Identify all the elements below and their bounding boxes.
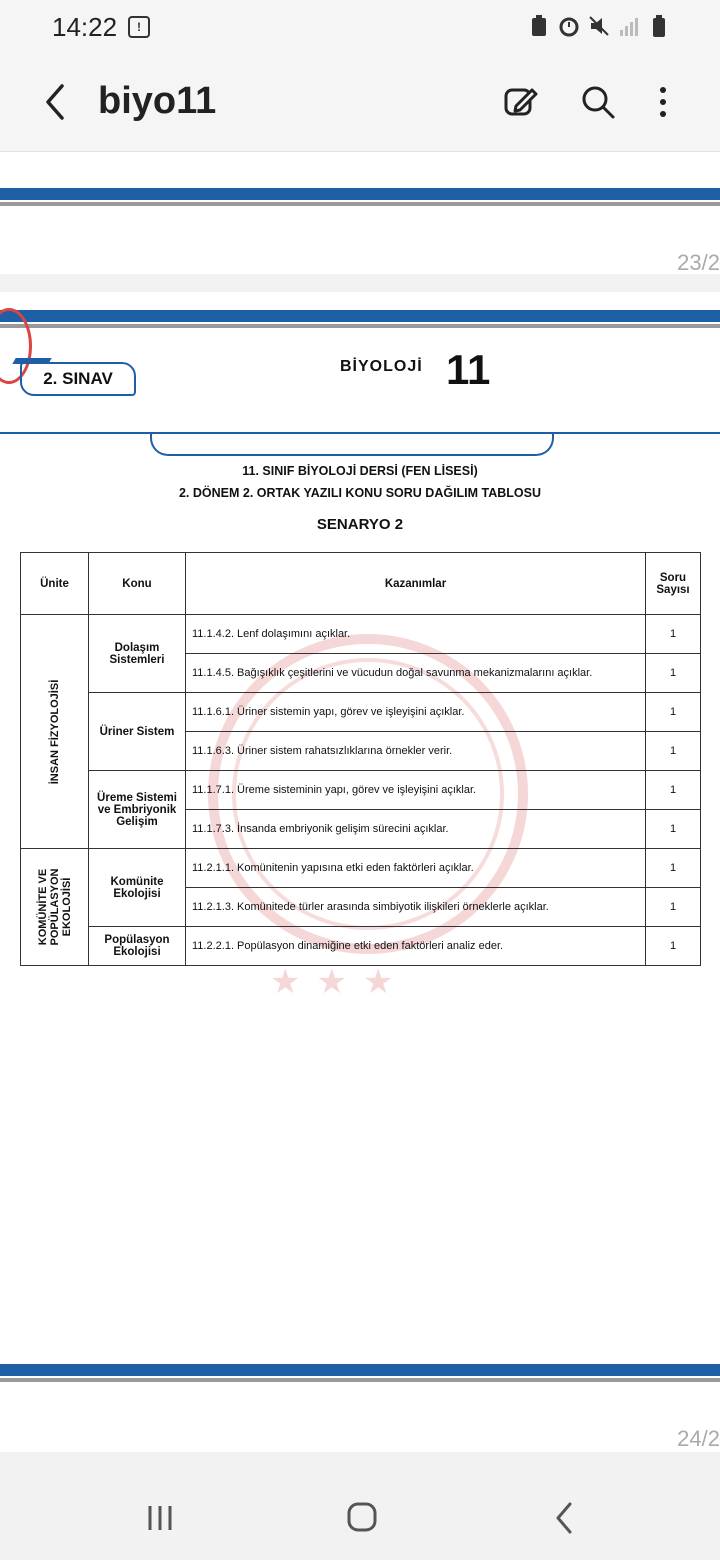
count-cell: 1 bbox=[646, 693, 701, 732]
objective-cell: 11.2.1.1. Komünitenin yapısına etki eden faktörleri açıklar. bbox=[186, 849, 646, 888]
page-band-blue bbox=[0, 1364, 720, 1376]
topic-cell: Üreme Sistemi ve Embriyonik Gelişim bbox=[89, 771, 186, 849]
count-cell: 1 bbox=[646, 927, 701, 966]
document-heading-2: 2. DÖNEM 2. ORTAK YAZILI KONU SORU DAĞILIM TABLOSU bbox=[178, 486, 542, 500]
app-title: biyo11 bbox=[98, 80, 217, 122]
watermark-stars: ★★★ bbox=[270, 963, 410, 1001]
edit-icon[interactable] bbox=[502, 84, 538, 120]
status-bar bbox=[0, 0, 720, 56]
header-bracket bbox=[150, 432, 554, 456]
next-page-gap bbox=[0, 1452, 720, 1474]
objective-cell: 11.1.7.3. İnsanda embriyonik gelişim sürecini açıklar. bbox=[186, 810, 646, 849]
count-cell: 1 bbox=[646, 654, 701, 693]
table-header-row bbox=[21, 553, 701, 615]
subject-title: BİYOLOJİ bbox=[340, 358, 423, 375]
page-indicator: 23/2 bbox=[677, 250, 720, 275]
status-time: 14:22 bbox=[52, 12, 118, 42]
topic-cell: Üriner Sistem bbox=[89, 693, 186, 771]
page-band-grey bbox=[0, 202, 720, 206]
document-heading-1: 11. SINIF BİYOLOJİ DERSİ (FEN LİSESİ) bbox=[242, 464, 478, 478]
page-band-grey bbox=[0, 1378, 720, 1382]
objective-cell: 11.1.7.1. Üreme sisteminin yapı, görev ve işleyişini açıklar. bbox=[186, 771, 646, 810]
scenario-title: SENARYO 2 bbox=[316, 516, 404, 533]
distribution-table bbox=[20, 552, 701, 966]
count-cell: 1 bbox=[646, 615, 701, 654]
back-arrow-icon[interactable] bbox=[38, 80, 78, 124]
back-nav-icon[interactable] bbox=[544, 1500, 584, 1536]
unit-cell bbox=[21, 615, 89, 849]
page-band-blue bbox=[0, 188, 720, 200]
recycle-icon bbox=[528, 14, 550, 38]
search-icon[interactable] bbox=[580, 84, 616, 120]
mute-icon bbox=[588, 14, 610, 38]
signal-icon bbox=[618, 14, 640, 38]
unit-cell bbox=[21, 849, 89, 966]
objective-cell: 11.2.2.1. Popülasyon dinamiğine etki eden faktörleri analiz eder. bbox=[186, 927, 646, 966]
header-soru-sayisi: Soru Sayısı bbox=[646, 553, 701, 615]
status-icons bbox=[528, 14, 670, 38]
notification-icon: ! bbox=[128, 16, 150, 38]
topic-cell: Popülasyon Ekolojisi bbox=[89, 927, 186, 966]
table-row bbox=[21, 927, 701, 966]
objective-cell: 11.1.6.1. Üriner sistemin yapı, görev ve işleyişini açıklar. bbox=[186, 693, 646, 732]
header-unite: Ünite bbox=[21, 553, 89, 615]
count-cell: 1 bbox=[646, 771, 701, 810]
navigation-bar bbox=[0, 1474, 720, 1560]
page-band-blue bbox=[0, 310, 720, 322]
table-row bbox=[21, 693, 701, 732]
header-konu: Konu bbox=[89, 553, 186, 615]
count-cell: 1 bbox=[646, 849, 701, 888]
exam-tag: 2. SINAV bbox=[20, 362, 136, 396]
recent-apps-icon[interactable] bbox=[142, 1500, 182, 1536]
objective-cell: 11.1.4.2. Lenf dolaşımını açıklar. bbox=[186, 615, 646, 654]
count-cell: 1 bbox=[646, 732, 701, 771]
battery-icon bbox=[648, 14, 670, 38]
app-bar bbox=[0, 56, 720, 152]
previous-page-fragment bbox=[0, 152, 720, 274]
count-cell: 1 bbox=[646, 810, 701, 849]
unit-label: KOMÜNİTE VE POPÜLASYON EKOLOJİSİ bbox=[36, 868, 73, 946]
objective-cell: 11.1.4.5. Bağışıklık çeşitlerini ve vücudun doğal savunma mekanizmalarını açıklar. bbox=[186, 654, 646, 693]
header-kazanimlar: Kazanımlar bbox=[186, 553, 646, 615]
unit-label: İNSAN FİZYOLOJİSİ bbox=[48, 679, 61, 784]
grade-number: 11 bbox=[446, 346, 491, 393]
count-cell: 1 bbox=[646, 888, 701, 927]
topic-cell: Dolaşım Sistemleri bbox=[89, 615, 186, 693]
objective-cell: 11.2.1.3. Komünitede türler arasında simbiyotik ilişkileri örneklerle açıklar. bbox=[186, 888, 646, 927]
home-icon[interactable] bbox=[342, 1500, 382, 1536]
more-options-icon[interactable] bbox=[648, 82, 678, 122]
topic-cell: Komünite Ekolojisi bbox=[89, 849, 186, 927]
page-band-grey bbox=[0, 324, 720, 328]
table-row bbox=[21, 849, 701, 888]
table-row bbox=[21, 615, 701, 654]
page-indicator: 24/2 bbox=[677, 1426, 720, 1451]
table-row bbox=[21, 771, 701, 810]
objective-cell: 11.1.6.3. Üriner sistem rahatsızlıklarına örnekler verir. bbox=[186, 732, 646, 771]
alarm-icon bbox=[558, 14, 580, 38]
document-page[interactable] bbox=[0, 292, 720, 1452]
